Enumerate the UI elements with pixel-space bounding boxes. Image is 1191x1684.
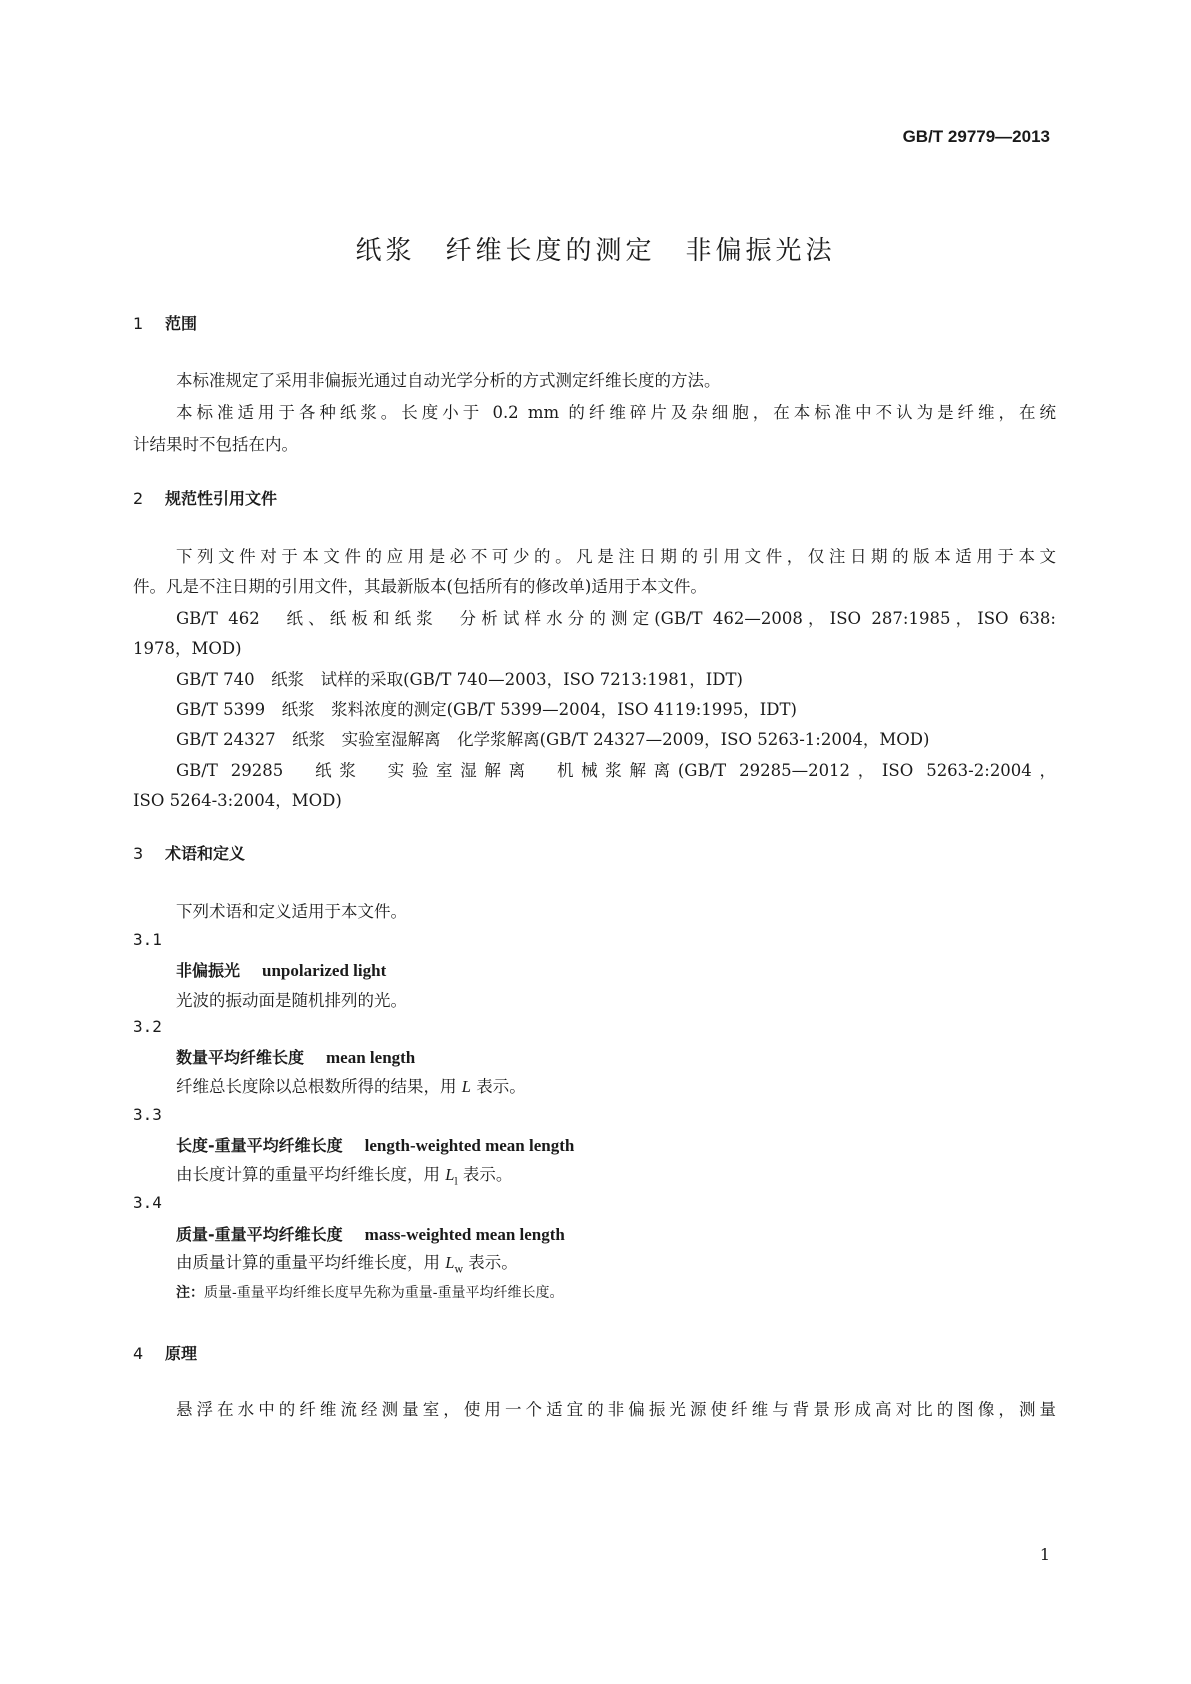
- section-1-heading: [133, 311, 197, 334]
- note: [176, 1282, 563, 1302]
- section-2-heading: [133, 486, 277, 509]
- section-number: 3: [133, 844, 144, 863]
- term-zh: 非偏振光: [176, 961, 241, 980]
- term-en: length-weighted mean length: [364, 1136, 575, 1155]
- section-3-heading: [133, 841, 245, 864]
- term-heading: [176, 1222, 565, 1245]
- paragraph: [176, 396, 1056, 429]
- section-title: 规范性引用文件: [165, 489, 278, 508]
- paragraph-line: 悬浮在水中的纤维流经测量室，使用一个适宜的非偏振光源使纤维与背景形成高对比的图像，测量: [176, 1400, 1056, 1419]
- term-heading: [176, 1045, 415, 1068]
- definition-text: 由长度计算的重量平均纤维长度，用: [176, 1165, 440, 1184]
- document-title: 纸浆 纤维长度的测定 非偏振光法: [355, 236, 836, 266]
- definition-text: 表示。: [462, 1165, 513, 1184]
- clause-number: 3.2: [133, 1017, 162, 1036]
- reference-line: GB/T 29285 纸浆 实验室湿解离 机械浆解离(GB/T 29285—2012，ISO 5263-2:2004，: [176, 761, 1056, 780]
- section-number: 2: [133, 489, 144, 508]
- page-number: 1: [1039, 1545, 1050, 1564]
- term-heading: [176, 958, 386, 981]
- definition-text: 表示。: [468, 1253, 518, 1272]
- section-number: 1: [133, 314, 144, 333]
- reference-item: [176, 602, 1056, 635]
- reference-line: GB/T 462 纸、纸板和纸浆 分析试样水分的测定(GB/T 462—2008，ISO 287:1985，ISO 638:: [176, 609, 1056, 628]
- reference-item: [176, 754, 1056, 787]
- symbol-subscript: w: [454, 1264, 463, 1276]
- section-title: 范围: [165, 314, 198, 333]
- note-text: 质量-重量平均纤维长度早先称为重量-重量平均纤维长度。: [204, 1285, 564, 1301]
- term-definition: [176, 1158, 512, 1198]
- term-heading: [176, 1133, 574, 1156]
- clause-number: 3.4: [133, 1193, 162, 1212]
- definition-text: 由质量计算的重量平均纤维长度，用: [176, 1253, 440, 1272]
- paragraph: 件。凡是不注日期的引用文件，其最新版本(包括所有的修改单)适用于本文件。: [133, 577, 707, 596]
- paragraph: [176, 540, 1056, 573]
- paragraph: [176, 1393, 1056, 1426]
- paragraph-line: 下列文件对于本文件的应用是必不可少的。凡是注日期的引用文件，仅注日期的版本适用于本文: [176, 547, 1056, 566]
- symbol-subscript: l: [454, 1176, 458, 1188]
- section-title: 原理: [165, 1344, 198, 1363]
- note-label: 注：: [176, 1285, 204, 1301]
- reference-item: ISO 5264-3:2004，MOD): [133, 791, 342, 810]
- term-definition: [176, 1070, 526, 1103]
- term-en: mean length: [326, 1048, 416, 1067]
- reference-item: GB/T 740 纸浆 试样的采取(GB/T 740—2003，ISO 7213:1981，IDT): [176, 670, 743, 689]
- definition-text: 表示。: [476, 1077, 526, 1096]
- clause-number: 3.1: [133, 930, 162, 949]
- symbol: L: [445, 1165, 455, 1184]
- term-definition: [176, 1246, 518, 1286]
- term-definition: 光波的振动面是随机排列的光。: [176, 991, 407, 1010]
- symbol: L: [461, 1077, 471, 1096]
- term-zh: 数量平均纤维长度: [176, 1048, 305, 1067]
- symbol: L: [445, 1253, 455, 1272]
- paragraph-line: 本标准适用于各种纸浆。长度小于 0.2 mm 的纤维碎片及杂细胞，在本标准中不认为是纤维，在统: [176, 403, 1056, 422]
- definition-text: 纤维总长度除以总根数所得的结果，用: [176, 1077, 457, 1096]
- reference-item: GB/T 5399 纸浆 浆料浓度的测定(GB/T 5399—2004，ISO 4119:1995，IDT): [176, 700, 797, 719]
- term-en: mass-weighted mean length: [364, 1225, 565, 1244]
- section-title: 术语和定义: [165, 844, 246, 863]
- section-4-heading: [133, 1341, 197, 1364]
- term-en: unpolarized light: [262, 961, 387, 980]
- section-number: 4: [133, 1344, 144, 1363]
- paragraph: 下列术语和定义适用于本文件。: [176, 902, 407, 921]
- reference-item: 1978，MOD): [133, 639, 242, 658]
- term-zh: 长度-重量平均纤维长度: [176, 1136, 343, 1155]
- reference-item: GB/T 24327 纸浆 实验室湿解离 化学浆解离(GB/T 24327—2009，ISO 5263-1:2004，MOD): [176, 730, 930, 749]
- term-zh: 质量-重量平均纤维长度: [176, 1225, 343, 1244]
- standard-number: GB/T 29779—2013: [902, 127, 1050, 146]
- paragraph: 本标准规定了采用非偏振光通过自动光学分析的方式测定纤维长度的方法。: [176, 371, 721, 390]
- paragraph: 计结果时不包括在内。: [133, 435, 298, 454]
- clause-number: 3.3: [133, 1105, 162, 1124]
